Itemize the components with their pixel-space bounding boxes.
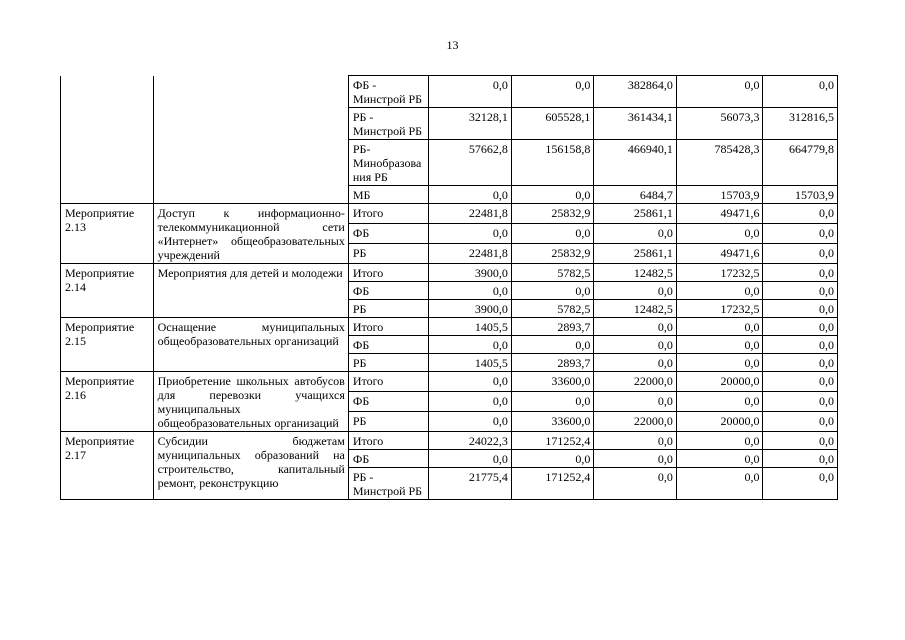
- value-cell: 171252,4: [511, 468, 594, 500]
- value-cell: 17232,5: [676, 264, 763, 282]
- measure-code-cell: Мероприятие 2.15: [61, 318, 154, 372]
- value-cell: 0,0: [763, 450, 838, 468]
- table-row: [61, 204, 838, 224]
- measure-code-cell: Мероприятие 2.13: [61, 204, 154, 264]
- funding-source-cell: РБ: [348, 244, 429, 264]
- funding-source-cell: Итого: [348, 264, 429, 282]
- value-cell: 1405,5: [429, 354, 512, 372]
- table-row: [61, 432, 838, 450]
- value-cell: 49471,6: [676, 204, 763, 224]
- value-cell: 0,0: [594, 318, 677, 336]
- value-cell: 25832,9: [511, 204, 594, 224]
- value-cell: 0,0: [763, 300, 838, 318]
- value-cell: 156158,8: [511, 140, 594, 186]
- value-cell: 0,0: [511, 76, 594, 108]
- funding-source-cell: ФБ: [348, 392, 429, 412]
- value-cell: 0,0: [594, 392, 677, 412]
- value-cell: 12482,5: [594, 300, 677, 318]
- value-cell: 0,0: [511, 450, 594, 468]
- value-cell: 0,0: [594, 468, 677, 500]
- value-cell: 0,0: [429, 224, 512, 244]
- value-cell: 20000,0: [676, 412, 763, 432]
- measure-description-cell: Мероприятия для детей и молодежи: [153, 264, 348, 318]
- value-cell: 25861,1: [594, 204, 677, 224]
- value-cell: 0,0: [429, 450, 512, 468]
- measure-code-cell: Мероприятие 2.17: [61, 432, 154, 500]
- measure-code-cell: Мероприятие 2.14: [61, 264, 154, 318]
- value-cell: 15703,9: [763, 186, 838, 204]
- measure-code-cell: Мероприятие 2.16: [61, 372, 154, 432]
- value-cell: 0,0: [763, 392, 838, 412]
- funding-source-cell: Итого: [348, 432, 429, 450]
- value-cell: 0,0: [763, 468, 838, 500]
- value-cell: 0,0: [763, 336, 838, 354]
- funding-source-cell: Итого: [348, 318, 429, 336]
- value-cell: 0,0: [763, 412, 838, 432]
- value-cell: 0,0: [763, 244, 838, 264]
- value-cell: 0,0: [429, 336, 512, 354]
- value-cell: 0,0: [676, 450, 763, 468]
- value-cell: 664779,8: [763, 140, 838, 186]
- value-cell: 0,0: [763, 354, 838, 372]
- value-cell: 0,0: [511, 392, 594, 412]
- funding-source-cell: ФБ - Минстрой РБ: [348, 76, 429, 108]
- value-cell: 25861,1: [594, 244, 677, 264]
- funding-source-cell: РБ: [348, 412, 429, 432]
- value-cell: 25832,9: [511, 244, 594, 264]
- value-cell: 22481,8: [429, 204, 512, 224]
- value-cell: 49471,6: [676, 244, 763, 264]
- value-cell: 0,0: [763, 204, 838, 224]
- value-cell: 0,0: [763, 318, 838, 336]
- value-cell: 20000,0: [676, 372, 763, 392]
- value-cell: 57662,8: [429, 140, 512, 186]
- value-cell: 0,0: [429, 372, 512, 392]
- value-cell: 171252,4: [511, 432, 594, 450]
- measure-description-cell: Субсидии бюджетам муниципальных образований на строительство, капитальный ремонт, реконструкцию: [153, 432, 348, 500]
- value-cell: 56073,3: [676, 108, 763, 140]
- funding-source-cell: РБ- Минобразова ния РБ: [348, 140, 429, 186]
- value-cell: 0,0: [594, 282, 677, 300]
- funding-source-cell: ФБ: [348, 224, 429, 244]
- measure-description-cell: Приобретение школьных автобусов для перевозки учащихся муниципальных общеобразовательных организаций: [153, 372, 348, 432]
- value-cell: 33600,0: [511, 412, 594, 432]
- value-cell: 0,0: [676, 282, 763, 300]
- funding-source-cell: Итого: [348, 372, 429, 392]
- value-cell: 3900,0: [429, 300, 512, 318]
- value-cell: 5782,5: [511, 300, 594, 318]
- value-cell: 22481,8: [429, 244, 512, 264]
- funding-source-cell: ФБ: [348, 450, 429, 468]
- value-cell: 0,0: [676, 432, 763, 450]
- measure-description-cell: [153, 76, 348, 204]
- value-cell: 0,0: [676, 76, 763, 108]
- value-cell: 0,0: [676, 354, 763, 372]
- value-cell: 0,0: [429, 186, 512, 204]
- value-cell: 22000,0: [594, 412, 677, 432]
- value-cell: 12482,5: [594, 264, 677, 282]
- value-cell: 0,0: [594, 450, 677, 468]
- funding-source-cell: ФБ: [348, 282, 429, 300]
- funding-source-cell: РБ - Минстрой РБ: [348, 468, 429, 500]
- value-cell: 0,0: [594, 224, 677, 244]
- value-cell: 0,0: [429, 392, 512, 412]
- value-cell: 0,0: [763, 224, 838, 244]
- value-cell: 0,0: [511, 186, 594, 204]
- value-cell: 0,0: [676, 336, 763, 354]
- value-cell: 785428,3: [676, 140, 763, 186]
- value-cell: 2893,7: [511, 318, 594, 336]
- value-cell: 24022,3: [429, 432, 512, 450]
- value-cell: 21775,4: [429, 468, 512, 500]
- table-row: [61, 318, 838, 336]
- funding-source-cell: ФБ: [348, 336, 429, 354]
- value-cell: 0,0: [763, 76, 838, 108]
- table-row: [61, 372, 838, 392]
- value-cell: 3900,0: [429, 264, 512, 282]
- value-cell: 0,0: [594, 432, 677, 450]
- value-cell: 0,0: [676, 392, 763, 412]
- funding-source-cell: МБ: [348, 186, 429, 204]
- value-cell: 0,0: [676, 318, 763, 336]
- value-cell: 0,0: [594, 336, 677, 354]
- value-cell: 22000,0: [594, 372, 677, 392]
- funding-source-cell: РБ: [348, 300, 429, 318]
- funding-source-cell: РБ - Минстрой РБ: [348, 108, 429, 140]
- value-cell: 0,0: [676, 468, 763, 500]
- value-cell: 2893,7: [511, 354, 594, 372]
- table-row: [61, 264, 838, 282]
- value-cell: 312816,5: [763, 108, 838, 140]
- value-cell: 6484,7: [594, 186, 677, 204]
- funding-source-cell: РБ: [348, 354, 429, 372]
- value-cell: 0,0: [763, 264, 838, 282]
- measure-description-cell: Оснащение муниципальных общеобразовательных организаций: [153, 318, 348, 372]
- value-cell: 17232,5: [676, 300, 763, 318]
- value-cell: 0,0: [429, 76, 512, 108]
- value-cell: 361434,1: [594, 108, 677, 140]
- page-number: 13: [446, 38, 459, 52]
- value-cell: 0,0: [594, 354, 677, 372]
- budget-table: [60, 75, 838, 500]
- value-cell: 0,0: [511, 336, 594, 354]
- value-cell: 382864,0: [594, 76, 677, 108]
- measure-description-cell: Доступ к информационно-телекоммуникационной сети «Интернет» общеобразовательных учреждений: [153, 204, 348, 264]
- table-row: [61, 76, 838, 108]
- value-cell: 466940,1: [594, 140, 677, 186]
- value-cell: 15703,9: [676, 186, 763, 204]
- value-cell: 0,0: [511, 224, 594, 244]
- measure-code-cell: [61, 76, 154, 204]
- value-cell: 1405,5: [429, 318, 512, 336]
- value-cell: 605528,1: [511, 108, 594, 140]
- value-cell: 5782,5: [511, 264, 594, 282]
- value-cell: 32128,1: [429, 108, 512, 140]
- value-cell: 33600,0: [511, 372, 594, 392]
- value-cell: 0,0: [763, 432, 838, 450]
- funding-source-cell: Итого: [348, 204, 429, 224]
- value-cell: 0,0: [511, 282, 594, 300]
- value-cell: 0,0: [763, 282, 838, 300]
- value-cell: 0,0: [763, 372, 838, 392]
- value-cell: 0,0: [429, 412, 512, 432]
- value-cell: 0,0: [676, 224, 763, 244]
- value-cell: 0,0: [429, 282, 512, 300]
